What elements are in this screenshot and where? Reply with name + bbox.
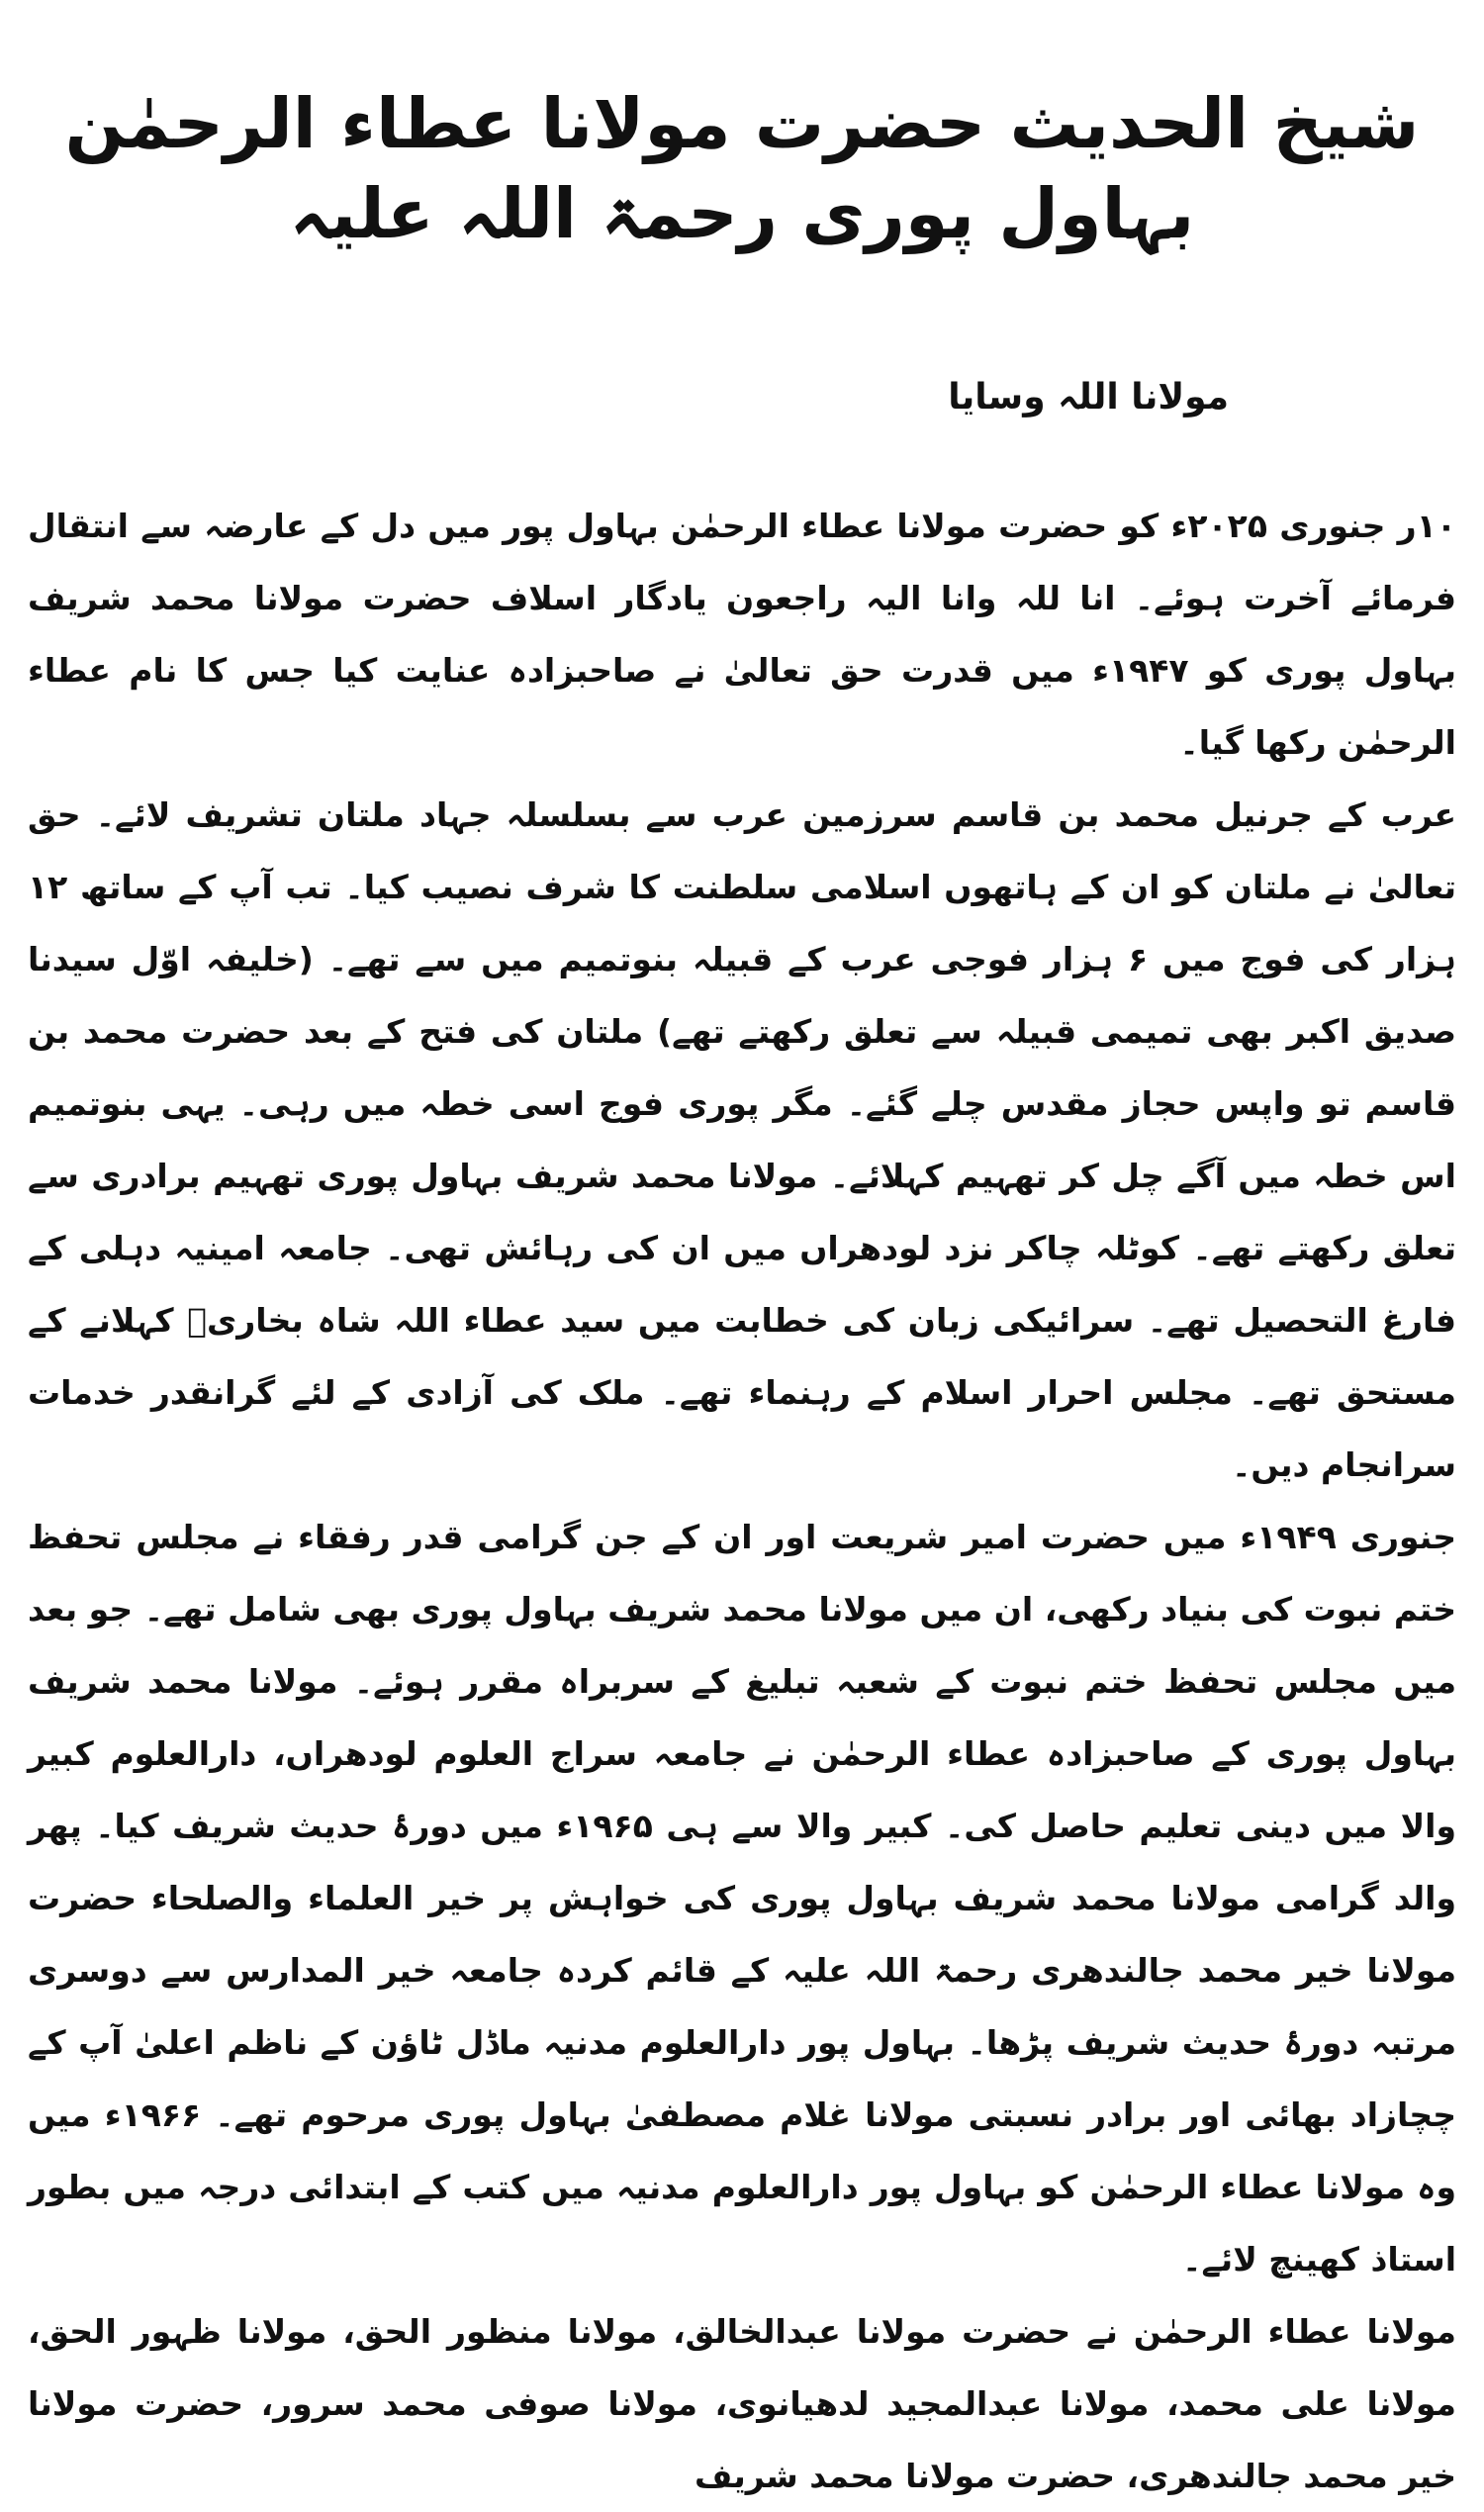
article-author: مولانا اللہ وسایا: [948, 377, 1229, 418]
paragraph: عرب کے جرنیل محمد بن قاسم سرزمین عرب سے بسلسلہ جہاد ملتان تشریف لائے۔ حق تعالیٰ نے ملتان کو ان کے ہاتھوں اسلامی سلطنت کا شرف نصیب کیا۔ تب آپ کے ساتھ ۱۲ ہزار کی فوج میں ۶ ہزار فوجی عرب کے قبیلہ بنوتمیم میں سے تھے۔ (خلیفہ اوّل سیدنا صدیق اکبر بھی تمیمی قبیلہ سے تعلق رکھتے تھے) ملتان کی فتح کے بعد حضرت محمد بن قاسم تو واپس حجاز مقدس چلے گئے۔ مگر پوری فوج اسی خطہ میں رہی۔ یہی بنوتمیم اس خطہ میں آگے چل کر تھہیم کہلائے۔ مولانا محمد شریف بہاول پوری تھہیم برادری سے تعلق رکھتے تھے۔ کوٹلہ چاکر نزد لودھراں میں ان کی رہائش تھی۔ جامعہ امینیہ دہلی کے فارغ التحصیل تھے۔ سرائیکی زبان کی خطابت میں سید عطاء اللہ شاہ بخاریؒ کہلانے کے مستحق تھے۔ مجلس احرار اسلام کے رہنماء تھے۔ ملک کی آزادی کے لئے گرانقدر خدمات سرانجام دیں۔: [28, 795, 1456, 1485]
paragraph: جنوری ۱۹۴۹ء میں حضرت امیر شریعت اور ان کے جن گرامی قدر رفقاء نے مجلس تحفظ ختم نبوت کی بنیاد رکھی، ان میں مولانا محمد شریف بہاول پوری بھی شامل تھے۔ جو بعد میں مجلس تحفظ ختم نبوت کے شعبہ تبلیغ کے سربراہ مقرر ہوئے۔ مولانا محمد شریف بہاول پوری کے صاحبزادہ عطاء الرحمٰن نے جامعہ سراج العلوم لودھراں، دارالعلوم کبیر والا میں دینی تعلیم حاصل کی۔ کبیر والا سے ہی ۱۹۶۵ء میں دورۂ حدیث شریف کیا۔ پھر والد گرامی مولانا محمد شریف بہاول پوری کی خواہش پر خیر العلماء والصلحاء حضرت مولانا خیر محمد جالندھری رحمۃ اللہ علیہ کے قائم کردہ جامعہ خیر المدارس سے دوسری مرتبہ دورۂ حدیث شریف پڑھا۔ بہاول پور دارالعلوم مدنیہ ماڈل ٹاؤن کے ناظم اعلیٰ آپ کے چچازاد بھائی اور برادر نسبتی مولانا غلام مصطفیٰ بہاول پوری مرحوم تھے۔ ۱۹۶۶ء میں وہ مولانا عطاء الرحمٰن کو بہاول پور دارالعلوم مدنیہ میں کتب کے ابتدائی درجہ میں بطور استاذ کھینچ لائے۔: [28, 1518, 1456, 2279]
paragraph: مولانا عطاء الرحمٰن نے حضرت مولانا عبدالخالق، مولانا منظور الحق، مولانا ظہور الحق، مولانا علی محمد، مولانا عبدالمجید لدھیانوی، مولانا صوفی محمد سرور، حضرت مولانا خیر محمد جالندھری، حضرت مولانا محمد شریف: [28, 2312, 1456, 2496]
article-body: [28, 490, 1456, 2512]
paragraph: ۱۰ر جنوری ۲۰۲۵ء کو حضرت مولانا عطاء الرحمٰن بہاول پور میں دل کے عارضہ سے انتقال فرمائے آخرت ہوئے۔ انا للہ وانا الیہ راجعون یادگار اسلاف حضرت مولانا محمد شریف بہاول پوری کو ۱۹۴۷ء میں قدرت حق تعالیٰ نے صاحبزادہ عنایت کیا جس کا نام عطاء الرحمٰن رکھا گیا۔: [28, 507, 1456, 763]
article-title: شیخ الحدیث حضرت مولانا عطاء الرحمٰن بہاول پوری رحمۃ اللہ علیہ: [64, 83, 1420, 254]
